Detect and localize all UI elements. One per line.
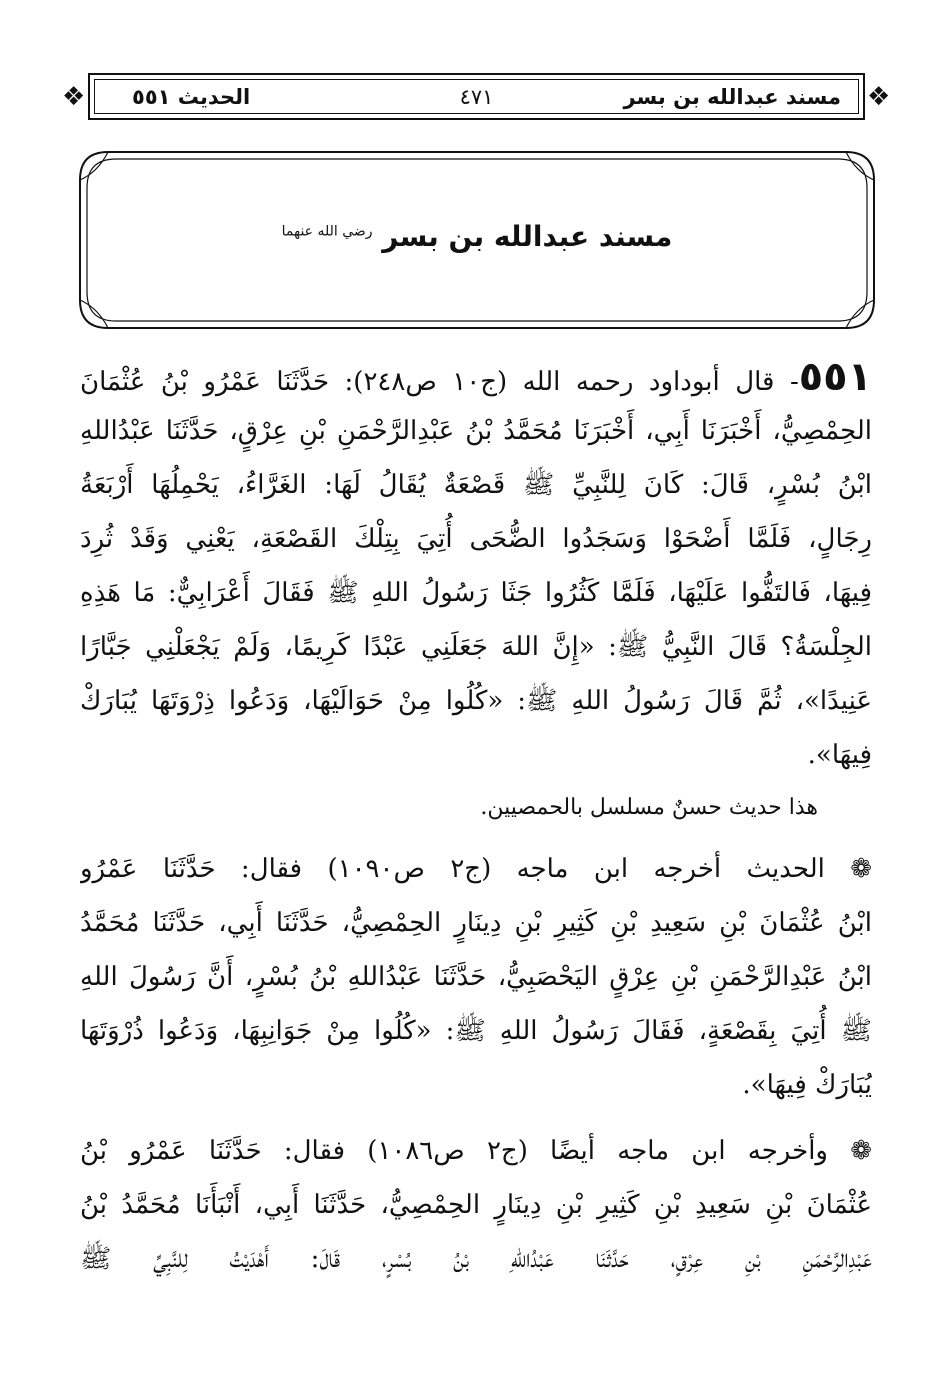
header-book-section: مسند عبدالله بن بسر [623, 85, 841, 109]
hadith-line: عَنِيدًا»، ثُمَّ قَالَ رَسُولُ اللهِ ﷺ: «كُلُوا مِنْ حَوَالَيْهَا، وَدَعُوا ذِرْوَتَهَا يُبَارَكْ [80, 686, 872, 716]
hadith-line: الحِمْصِيُّ، أَخْبَرَنَا أَبِي، أَخْبَرَنَا مُحَمَّدُ بْنُ عَبْدِالرَّحْمَنِ بْنِ عِرْقٍ، حَدَّثَنَا عَبْدُاللهِ [80, 416, 872, 446]
grade-note: هذا حديث حسنٌ مسلسل بالحمصيين. [480, 795, 818, 820]
hadith-line: الجِلْسَةُ؟ قَالَ النَّبِيُّ ﷺ: «إِنَّ اللهَ جَعَلَنِي عَبْدًا كَرِيمًا، وَلَمْ يَجْعَلْنِي جَبَّارًا [80, 632, 872, 662]
running-header [88, 73, 865, 120]
flower-bullet-icon: ❁ [850, 854, 872, 884]
hadith-line-text: - قال أبوداود رحمه الله (ج١٠ ص٢٤٨): حَدَّثَنَا عَمْرُو بْنُ عُثْمَانَ [80, 367, 799, 397]
hadith-number: ٥٥١ [798, 354, 872, 400]
hadith-text [80, 350, 872, 782]
takhrij-line-text: الحديث أخرجه ابن ماجه (ج٢ ص١٠٩٠) فقال: حَدَّثَنَا عَمْرُو [80, 854, 825, 884]
header-ornament-left-icon: ❖ [62, 82, 86, 112]
takhrij-line: عُثْمَانَ بْنِ سَعِيدِ بْنِ كَثِيرِ بْنِ دِينَارٍ الحِمْصِيُّ، حَدَّثَنَا أَبِي، أَنْبَأَنَا مُحَمَّدُ بْنُ [80, 1190, 872, 1220]
hadith-line [80, 350, 872, 404]
section-title [78, 220, 876, 253]
takhrij-line [80, 1124, 872, 1178]
header-ornament-right-icon: ❖ [867, 82, 891, 112]
hadith-line: ابْنُ بُسْرٍ، قَالَ: كَانَ لِلنَّبِيِّ ﷺ قَصْعَةٌ يُقَالُ لَهَا: الغَرَّاءُ، يَحْمِلُهَا أَرْبَعَةُ [80, 470, 872, 500]
takhrij-line: يُبَارَكْ فِيهَا». [742, 1070, 872, 1100]
takhrij-line [80, 842, 872, 896]
section-title-text: مسند عبدالله بن بسر [382, 220, 673, 253]
takhrij-line: ﷺ أُتِيَ بِقَصْعَةٍ، فَقَالَ رَسُولُ اللهِ ﷺ: «كُلُوا مِنْ جَوَانِبِهَا، وَدَعُوا ذُرْوَتَهَا [80, 1016, 872, 1046]
takhrij-paragraph-2 [80, 1124, 872, 1286]
takhrij-paragraph-1 [80, 842, 872, 1112]
hadith-line: فِيهَا، فَالتَفُّوا عَلَيْهَا، فَلَمَّا كَثُرُوا جَثَا رَسُولُ اللهِ ﷺ فَقَالَ أَعْرَابِيٌّ: مَا هَذِهِ [80, 578, 872, 608]
hadith-line: رِجَالٍ، فَلَمَّا أَضْحَوْا وَسَجَدُوا الضُّحَى أُتِيَ بِتِلْكَ القَصْعَةِ، يَعْنِي وَقَدْ ثُرِدَ [80, 524, 872, 554]
honorific-mark: رضي الله عنهما [281, 223, 373, 240]
section-title-frame [78, 150, 876, 330]
takhrij-line: ابْنُ عَبْدِالرَّحْمَنِ بْنِ عِرْقٍ اليَحْصَبِيُّ، حَدَّثَنَا عَبْدُاللهِ بْنُ بُسْرٍ، أَنَّ رَسُولَ اللهِ [80, 962, 872, 992]
hadith-line: فِيهَا». [807, 740, 872, 770]
takhrij-line: عَبْدِالرَّحْمَنِ بْنِ عِرْقٍ، حَدَّثَنَا عَبْدُاللهِ بْنُ بُسْرٍ، قَالَ: أَهْدَيْتُ لِلنَّبِيِّ ﷺ [80, 1244, 872, 1274]
flower-bullet-icon: ❁ [850, 1136, 872, 1166]
takhrij-line: ابْنُ عُثْمَانَ بْنِ سَعِيدِ بْنِ كَثِيرِ بْنِ دِينَارٍ الحِمْصِيُّ، حَدَّثَنَا أَبِي، حَدَّثَنَا مُحَمَّدُ [80, 908, 872, 938]
header-hadith-label: الحديث ٥٥١ [132, 85, 251, 109]
takhrij-line-text: وأخرجه ابن ماجه أيضًا (ج٢ ص١٠٨٦) فقال: حَدَّثَنَا عَمْرُو بْنُ [80, 1136, 828, 1166]
page-number: ٤٧١ [459, 85, 494, 109]
